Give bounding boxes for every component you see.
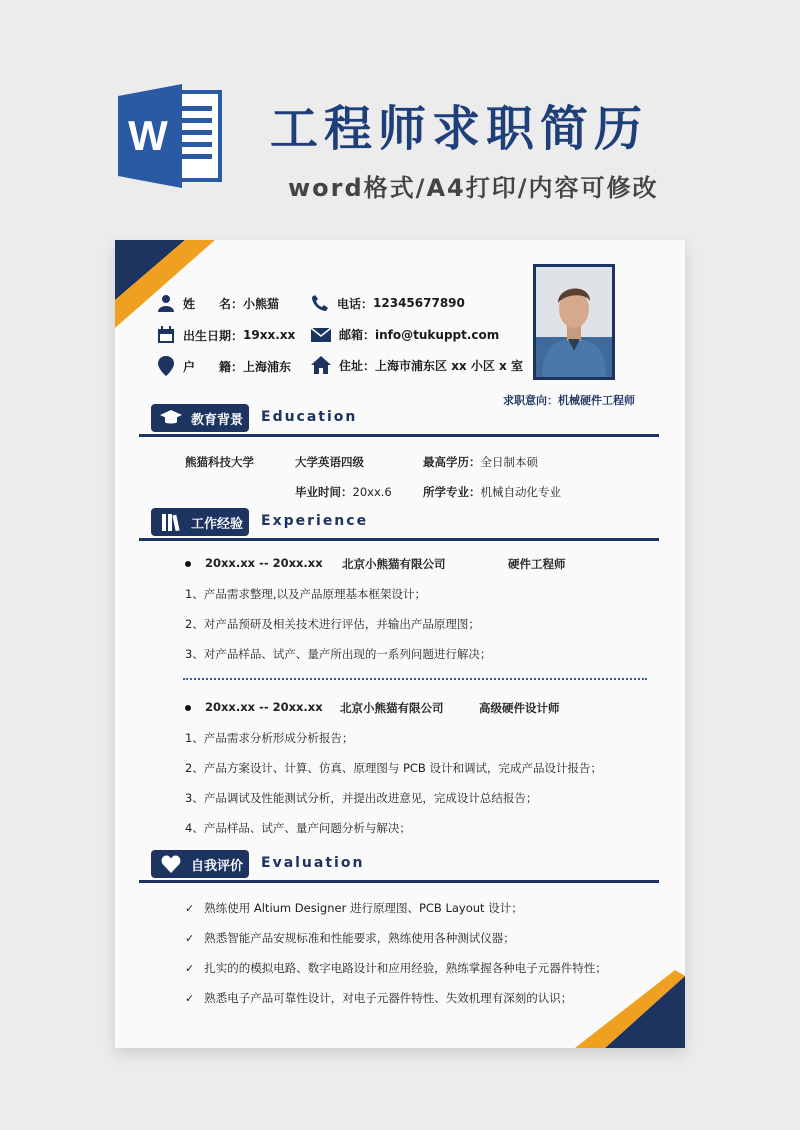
job-1-period-text: 20xx.xx -- 20xx.xx (205, 556, 323, 570)
home-icon (311, 356, 331, 374)
evaluation-item-3 (185, 960, 607, 976)
job-separator (183, 678, 647, 680)
job-2-item-3: 3、产品调试及性能测试分析，并提出改进意见，完成设计总结报告； (185, 791, 538, 805)
job-2-period (185, 700, 323, 714)
hukou-value: 上海浦东 (243, 359, 292, 374)
education-divider (139, 434, 659, 437)
check-icon: ✓ (185, 932, 195, 945)
address-value: 上海市浦东区 xx 小区 x 室 (375, 358, 523, 373)
degree-label: 最高学历： (423, 455, 481, 469)
job-1-period (185, 556, 323, 570)
job-1-role: 硬件工程师 (508, 557, 566, 571)
profile-photo (533, 264, 615, 380)
job-2-period-text: 20xx.xx -- 20xx.xx (205, 700, 323, 714)
experience-title: 工作经验 (191, 516, 244, 532)
birth-label: 出生日期： (183, 328, 244, 343)
objective-label: 求职意向： (503, 394, 558, 407)
calendar-icon (157, 326, 175, 344)
job-2-item-2: 2、产品方案设计、计算、仿真、原理图与 PCB 设计和调试，完成产品设计报告； (185, 761, 602, 775)
english-level: 大学英语四级 (295, 455, 364, 469)
phone-row (311, 294, 465, 312)
degree-value: 全日制本硕 (480, 455, 538, 469)
experience-badge (151, 508, 249, 536)
evaluation-item-2-text: 熟悉智能产品安规标准和性能要求，熟练使用各种测试仪器； (204, 931, 515, 945)
evaluation-item-1-text: 熟练使用 Altium Designer 进行原理图、PCB Layout 设计； (204, 901, 523, 915)
bullet-dot (185, 561, 191, 567)
education-title-en: Education (261, 409, 358, 425)
word-document-icon (118, 84, 226, 188)
major-field (423, 484, 561, 500)
objective-value: 机械硬件工程师 (558, 394, 635, 407)
name-label: 姓 名： (183, 296, 244, 311)
resume-page (115, 240, 685, 1048)
evaluation-badge (151, 850, 249, 878)
job-1-company: 北京小熊猫有限公司 (342, 557, 446, 571)
job-2-role: 高级硬件设计师 (479, 701, 560, 715)
evaluation-item-3-text: 扎实的的模拟电路、数字电路设计和应用经验，熟练掌握各种电子元器件特性； (204, 961, 607, 975)
hukou-row (157, 356, 291, 376)
school-name: 熊猫科技大学 (185, 455, 254, 469)
evaluation-item-1 (185, 900, 523, 916)
email-row (311, 326, 499, 343)
job-2-company: 北京小熊猫有限公司 (340, 701, 444, 715)
banner-title: 工程师求职简历 (270, 101, 649, 157)
address-label: 住址： (339, 358, 376, 373)
evaluation-item-4-text: 熟悉电子产品可靠性设计，对电子元器件特性、失效机理有深刻的认识； (204, 991, 573, 1005)
education-title: 教育背景 (191, 412, 244, 428)
top-left-corner-decoration (115, 240, 245, 330)
birth-value: 19xx.xx (243, 328, 296, 342)
evaluation-title-en: Evaluation (261, 855, 365, 871)
heart-icon (159, 854, 183, 874)
job-1-item-1: 1、产品需求整理,以及产品原理基本框架设计； (185, 587, 426, 601)
experience-section-header (151, 508, 659, 536)
word-icon-letter: W (128, 112, 168, 159)
phone-label: 电话： (337, 296, 374, 311)
major-value: 机械自动化专业 (480, 485, 561, 499)
graduation-cap-icon (159, 408, 183, 428)
major-label: 所学专业： (423, 485, 481, 499)
job-2-item-4: 4、产品样品、试产、量产问题分析与解决； (185, 821, 411, 835)
check-icon: ✓ (185, 992, 195, 1005)
graduation-value: 20xx.6 (352, 485, 392, 499)
name-value: 小熊猫 (243, 296, 280, 311)
education-section-header (151, 404, 659, 432)
check-icon: ✓ (185, 962, 195, 975)
email-label: 邮箱： (339, 328, 376, 342)
job-1-item-2: 2、对产品预研及相关技术进行评估，并输出产品原理图； (185, 617, 480, 631)
check-icon: ✓ (185, 902, 195, 915)
bullet-dot (185, 705, 191, 711)
graduation-field (295, 484, 392, 500)
phone-value: 12345677890 (373, 296, 465, 310)
location-pin-icon (157, 356, 175, 376)
job-1-item-3: 3、对产品样品、试产、量产所出现的一系列问题进行解决； (185, 647, 492, 661)
degree-field (423, 454, 538, 470)
birth-row (157, 326, 295, 344)
evaluation-divider (139, 880, 659, 883)
person-icon (157, 294, 175, 312)
evaluation-section-header (151, 850, 659, 878)
name-row (157, 294, 279, 312)
email-value: info@tukuppt.com (375, 327, 500, 342)
evaluation-item-2 (185, 930, 515, 946)
job-2-item-1: 1、产品需求分析形成分析报告； (185, 731, 354, 745)
books-icon (159, 512, 183, 532)
banner-subtitle: word格式/A4打印/内容可修改 (288, 174, 659, 202)
hukou-label: 户 籍： (183, 359, 244, 374)
evaluation-title: 自我评价 (191, 858, 244, 874)
evaluation-item-4 (185, 990, 572, 1006)
experience-title-en: Experience (261, 513, 369, 529)
address-row (311, 356, 523, 374)
education-badge (151, 404, 249, 432)
mail-icon (311, 327, 331, 343)
experience-divider (139, 538, 659, 541)
graduation-label: 毕业时间： (295, 485, 353, 499)
phone-icon (311, 294, 329, 312)
